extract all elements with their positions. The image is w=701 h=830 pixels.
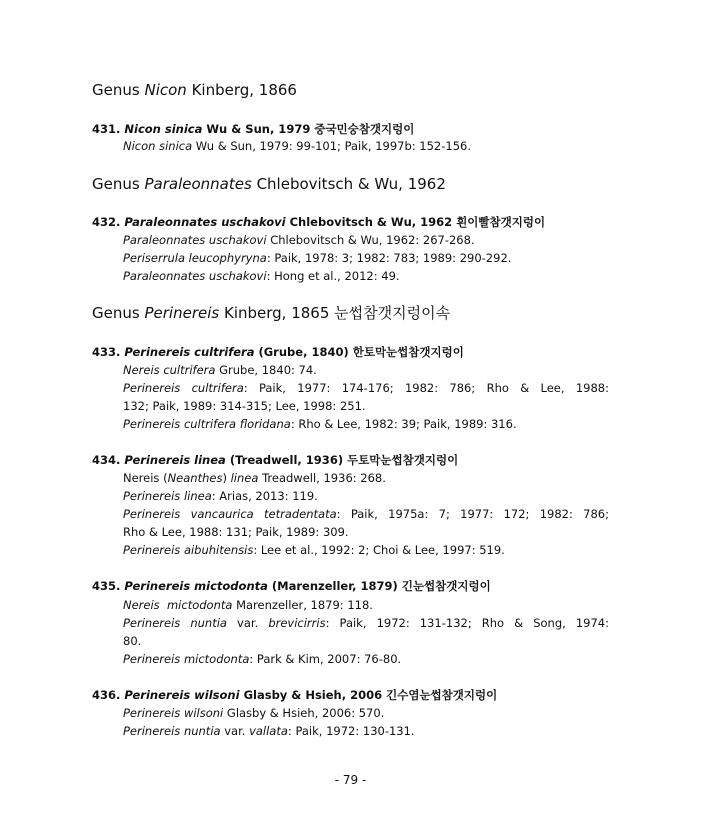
- synonym-ref-continuation: 80.: [123, 634, 142, 648]
- synonym-ref: Perinereis cultrifera: Paik, 1977: 174-176; 1982: 786; Rho & Lee, 1988:: [123, 381, 609, 395]
- synonym-ref: Perinereis nuntia var. brevicirris: Paik, 1972: 131-132; Rho & Song, 1974:: [123, 616, 609, 630]
- synonym-ref: Paraleonnates uschakovi: Hong et al., 2012: 49.: [123, 269, 400, 283]
- synonym-ref-continuation: 132; Paik, 1989: 314-315; Lee, 1998: 251.: [123, 399, 366, 413]
- genus-heading-perinereis: Genus Perinereis Kinberg, 1865 눈썹참갯지렁이속: [92, 304, 451, 322]
- synonym-ref: Nicon sinica Wu & Sun, 1979: 99-101; Paik, 1997b: 152-156.: [123, 139, 472, 153]
- species-entry-431: 431. Nicon sinica Wu & Sun, 1979 중국민숭참갯지렁이: [92, 122, 415, 136]
- synonym-ref: Perinereis wilsoni Glasby & Hsieh, 2006: 570.: [123, 706, 385, 720]
- synonym-ref-continuation: Rho & Lee, 1988: 131; Paik, 1989: 309.: [123, 525, 349, 539]
- synonym-ref: Perinereis cultrifera floridana: Rho & Lee, 1982: 39; Paik, 1989: 316.: [123, 417, 517, 431]
- synonym-ref: Perinereis linea: Arias, 2013: 119.: [123, 489, 318, 503]
- synonym-ref: Perinereis nuntia var. vallata: Paik, 1972: 130-131.: [123, 724, 415, 738]
- species-entry-432: 432. Paraleonnates uschakovi Chlebovitsch & Wu, 1962 흰이빨참갯지렁이: [92, 215, 546, 229]
- synonym-ref: Nereis (Neanthes) linea Treadwell, 1936: 268.: [123, 471, 386, 485]
- species-entry-435: 435. Perinereis mictodonta (Marenzeller, 1879) 긴눈썹참갯지렁이: [92, 579, 491, 593]
- synonym-ref: Periserrula leucophyryna: Paik, 1978: 3; 1982: 783; 1989: 290-292.: [123, 251, 512, 265]
- species-entry-436: 436. Perinereis wilsoni Glasby & Hsieh, 2006 긴수염눈썹참갯지렁이: [92, 688, 498, 702]
- synonym-ref: Perinereis mictodonta: Park & Kim, 2007: 76-80.: [123, 652, 402, 666]
- page-number: - 79 -: [334, 773, 367, 787]
- genus-heading-paraleonnates: Genus Paraleonnates Chlebovitsch & Wu, 1962: [92, 175, 446, 193]
- synonym-ref: Nereis cultrifera Grube, 1840: 74.: [123, 363, 317, 377]
- synonym-ref: Perinereis vancaurica tetradentata: Paik, 1975a: 7; 1977: 172; 1982: 786;: [123, 507, 609, 521]
- synonym-ref: Perinereis aibuhitensis: Lee et al., 1992: 2; Choi & Lee, 1997: 519.: [123, 543, 505, 557]
- species-entry-433: 433. Perinereis cultrifera (Grube, 1840) 한토막눈썹참갯지렁이: [92, 345, 464, 359]
- species-entry-434: 434. Perinereis linea (Treadwell, 1936) 두토막눈썹참갯지렁이: [92, 453, 459, 467]
- synonym-ref: Paraleonnates uschakovi Chlebovitsch & Wu, 1962: 267-268.: [123, 233, 475, 247]
- genus-heading-nicon: Genus Nicon Kinberg, 1866: [92, 81, 297, 99]
- synonym-ref: Nereis mictodonta Marenzeller, 1879: 118.: [123, 598, 373, 612]
